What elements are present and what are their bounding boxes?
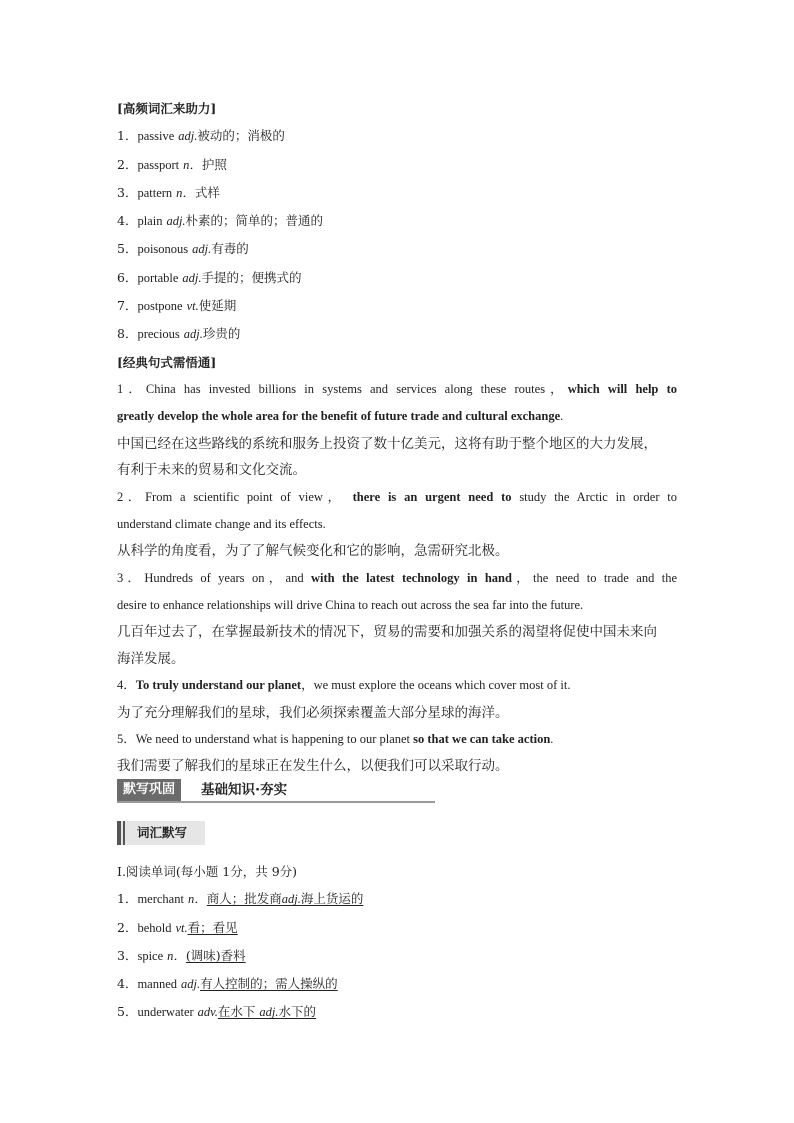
sentence-en-line: understand climate change and its effects. bbox=[117, 516, 326, 531]
sentence-zh-line: 我们需要了解我们的星球正在发生什么，以便我们可以采取行动。 bbox=[117, 758, 509, 775]
sentence-zh-line: 有利于未来的贸易和文化交流。 bbox=[117, 462, 306, 479]
sentence-en-line: 4．To truly understand our planet，we must explore the oceans which cover most of it. bbox=[117, 678, 571, 693]
sentence-zh-line: 几百年过去了，在掌握最新技术的情况下，贸易的需要和加强关系的渴望将促使中国未来向 bbox=[117, 624, 657, 641]
exercise-item: 4．manned adj.有人控制的；需人操纵的 bbox=[117, 976, 338, 992]
main-content bbox=[117, 95, 677, 780]
sentence-zh-line: 海洋发展。 bbox=[117, 650, 185, 667]
sentence-zh-line: 为了充分理解我们的星球，我们必须探索覆盖大部分星球的海洋。 bbox=[117, 704, 509, 721]
answer: (调味)香料 bbox=[185, 947, 246, 963]
vocab-item: 4．plain adj.朴素的；简单的；普通的 bbox=[117, 213, 324, 229]
banner-label-left: 默写巩固 bbox=[117, 779, 181, 801]
answer: 商人；批发商adj.海上货运的 bbox=[206, 891, 364, 907]
sentence-en-line: 1．China has invested billions in systems and services along these routes，which will help to bbox=[117, 381, 677, 396]
exercise-item: 1．merchant n．商人；批发商adj.海上货运的 bbox=[117, 891, 364, 907]
exercise-item: 2．behold vt.看；看见 bbox=[117, 919, 238, 935]
answer: 有人控制的；需人操纵的 bbox=[200, 976, 338, 992]
sentence-en-line: desire to enhance relationships will drive China to reach out across the sea far into the future. bbox=[117, 597, 584, 612]
vocab-item: 8．precious adj.珍贵的 bbox=[117, 326, 241, 342]
exercise-content bbox=[117, 858, 677, 1027]
vocab-item: 1．passive adj.被动的；消极的 bbox=[117, 128, 285, 144]
exercise-item: 5．underwater adv.在水下 adj.水下的 bbox=[117, 1004, 317, 1020]
vocab-item: 3．pattern n．式样 bbox=[117, 184, 220, 200]
sentence-en-line: 3．Hundreds of years on，and with the latest technology in hand，the need to trade and the bbox=[117, 570, 677, 585]
banner-rule bbox=[117, 801, 435, 803]
vocab-item: 5．poisonous adj.有毒的 bbox=[117, 241, 249, 257]
sentence-en-line: 5．We need to understand what is happening to our planet so that we can take action. bbox=[117, 732, 554, 747]
answer: 在水下 adj.水下的 bbox=[217, 1004, 317, 1020]
vocab-heading: [高频词汇来助力] bbox=[117, 101, 217, 116]
sentence-zh-line: 中国已经在这些路线的系统和服务上投资了数十亿美元，这将有助于整个地区的大力发展， bbox=[117, 435, 657, 452]
section-banner bbox=[117, 777, 435, 803]
banner-label-right: 基础知识·夯实 bbox=[201, 782, 288, 798]
section-tag-bar bbox=[123, 821, 125, 845]
vocab-item: 7．postpone vt.使延期 bbox=[117, 298, 237, 314]
section-tag-label: 词汇默写 bbox=[137, 825, 188, 840]
sentence-heading: [经典句式需悟通] bbox=[117, 354, 217, 370]
section-tag-bar bbox=[117, 821, 121, 845]
sentence-en-line: 2．From a scientific point of view， there is an urgent need to study the Arctic in order to bbox=[117, 489, 678, 504]
vocab-item: 2．passport n．护照 bbox=[117, 156, 227, 172]
section-tag bbox=[117, 821, 205, 845]
exercise-item: 3．spice n．(调味)香料 bbox=[117, 947, 246, 963]
answer: 看；看见 bbox=[187, 919, 238, 935]
sentence-zh-line: 从科学的角度看，为了了解气候变化和它的影响，急需研究北极。 bbox=[117, 543, 509, 560]
exercise-heading: Ⅰ.阅读单词(每小题 1分，共 9分) bbox=[117, 864, 298, 879]
vocab-item: 6．portable adj.手提的；便携式的 bbox=[117, 269, 302, 285]
sentence-en-line: greatly develop the whole area for the benefit of future trade and cultural exchange. bbox=[117, 409, 564, 424]
